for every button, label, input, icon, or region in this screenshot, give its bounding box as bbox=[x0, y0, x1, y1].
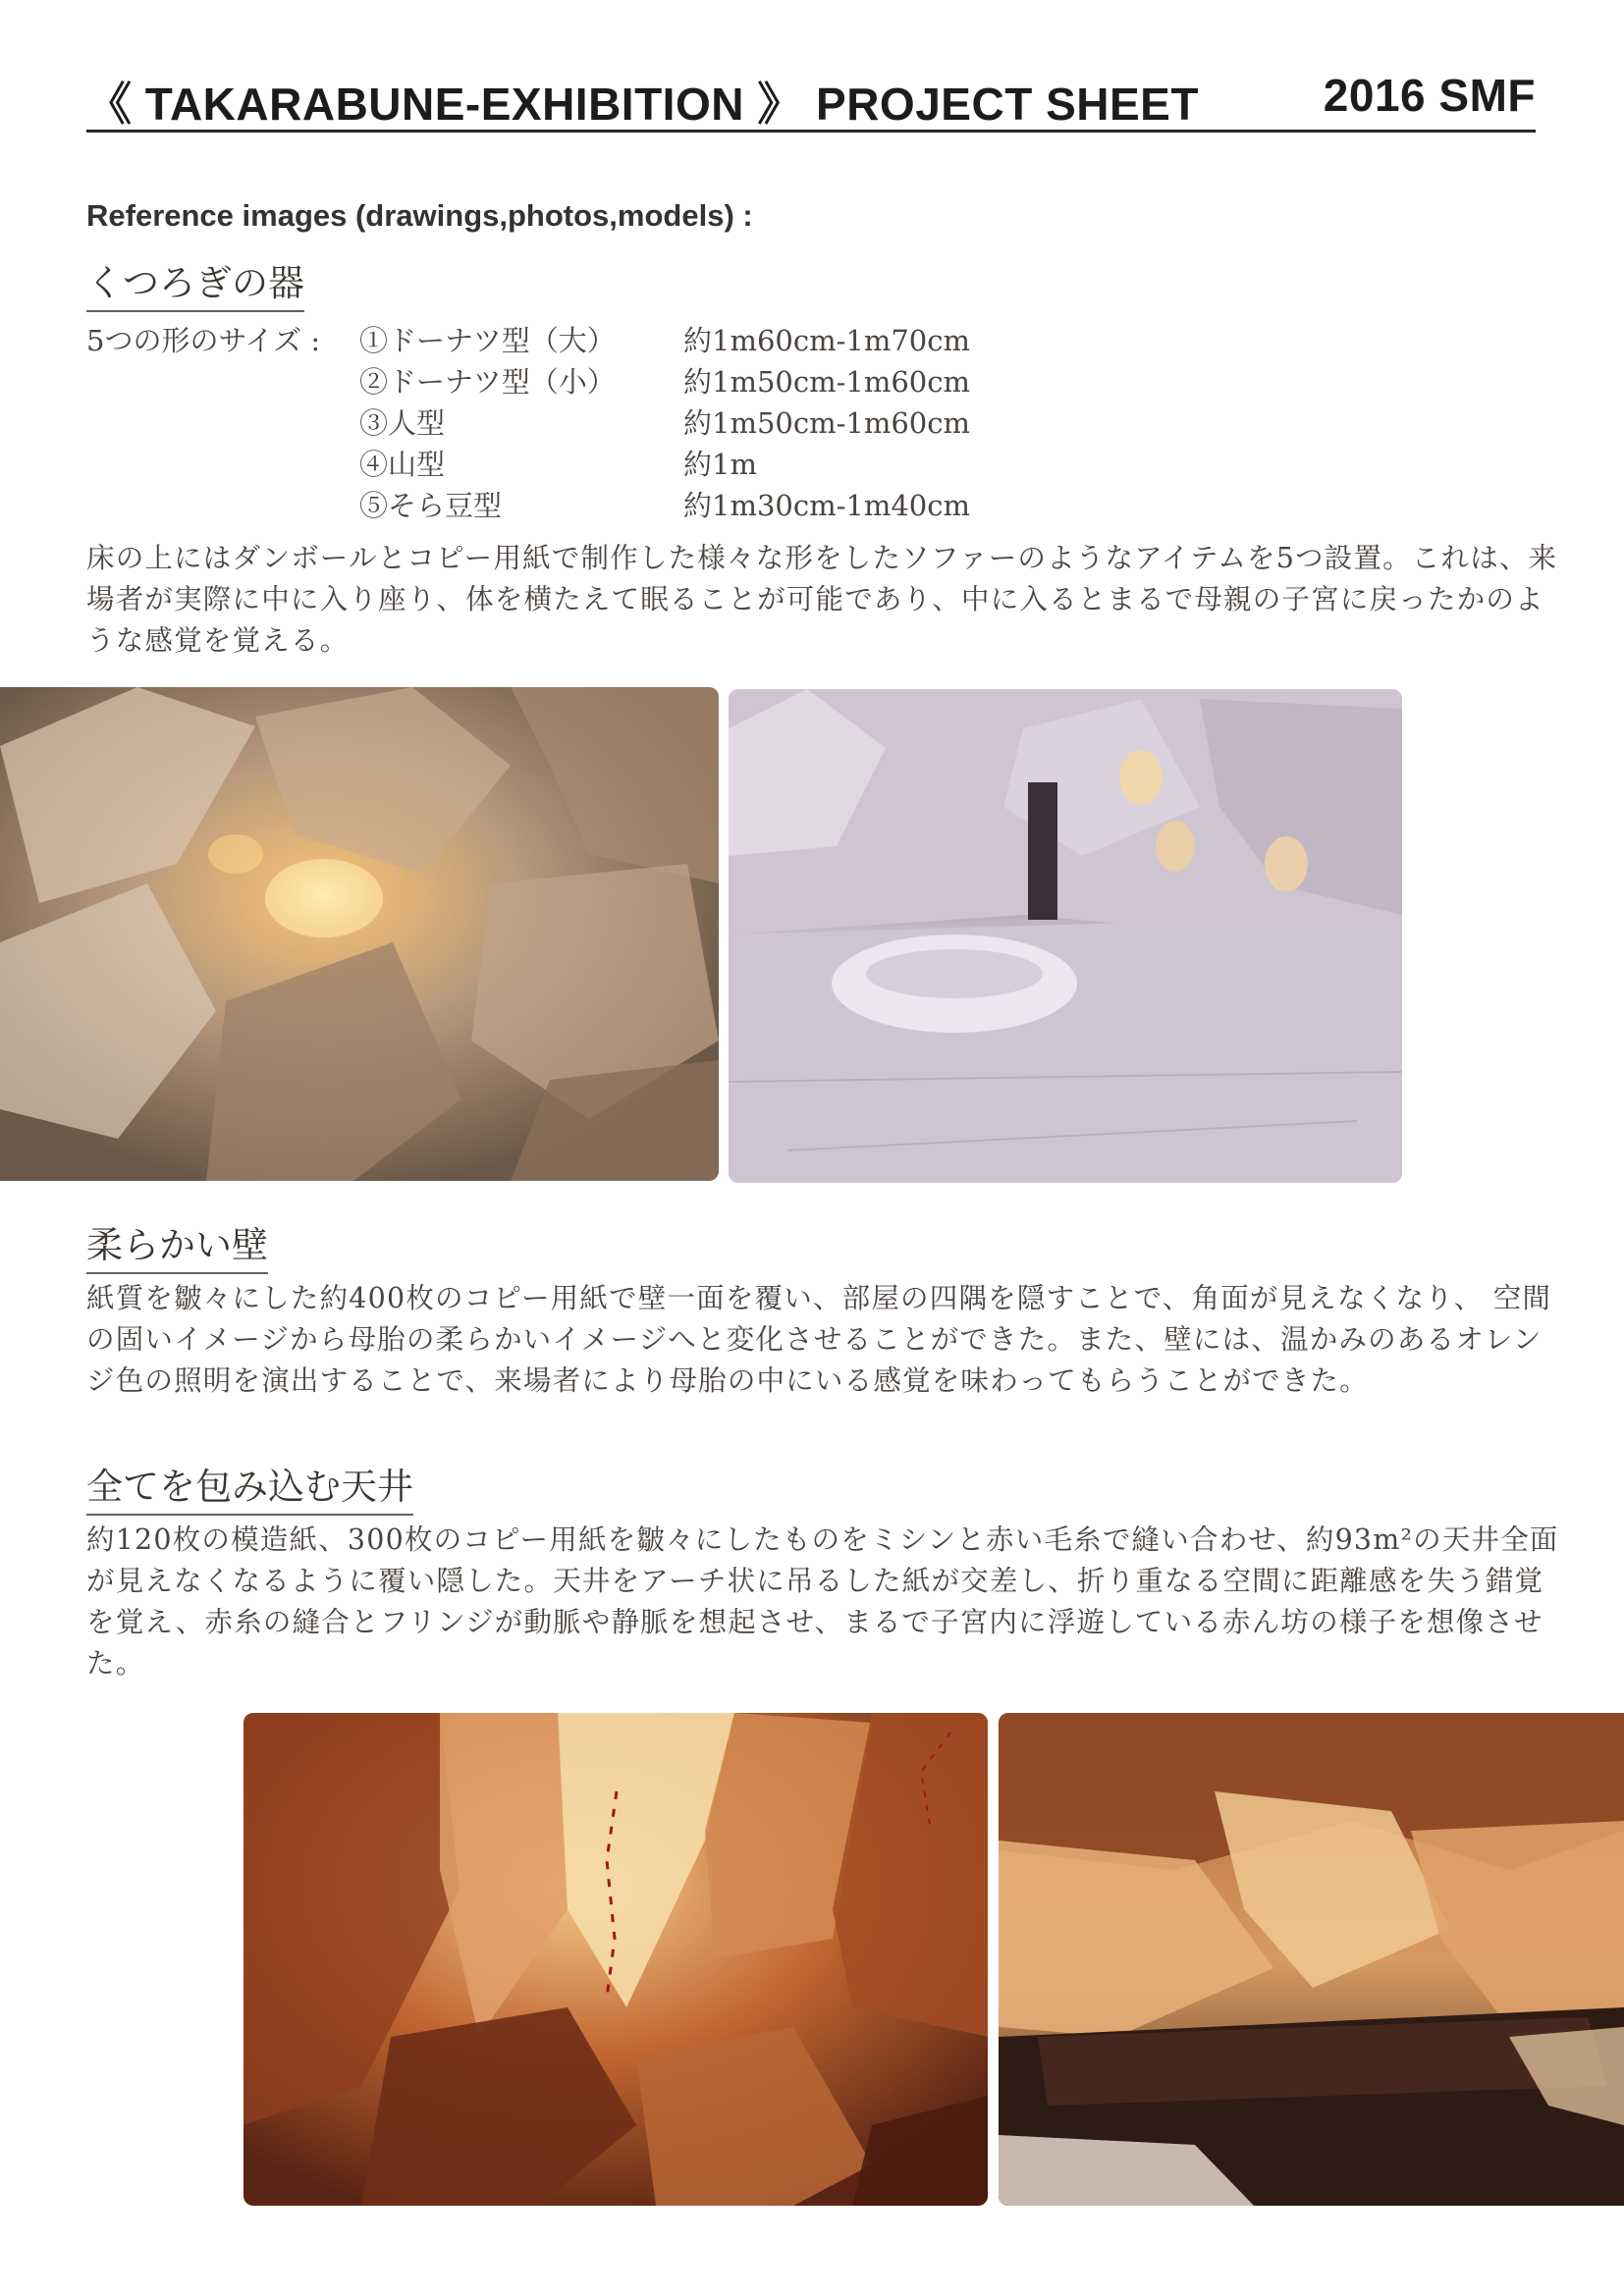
photo-ceiling-below-image bbox=[999, 1713, 1624, 2206]
section-title-soft-wall: 柔らかい壁 bbox=[86, 1215, 268, 1274]
sheet-title: 《 TAKARABUNE-EXHIBITION 》 PROJECT SHEET bbox=[86, 79, 1199, 130]
section1-description: 床の上にはダンボールとコピー用紙で制作した様々な形をしたソファーのようなアイテムを5つ設置。これは、来場者が実際に中に入り座り、体を横たえて眠ることが可能であり、中に入るとまるで母親の子宮に戻ったかのような感覚を覚える。 bbox=[86, 542, 1558, 657]
photo-paper-wall-light bbox=[0, 687, 719, 1181]
photo-ceiling-below bbox=[999, 1713, 1624, 2206]
photo-orange-ceiling-image bbox=[244, 1713, 988, 2206]
photo-white-room-sofa bbox=[729, 689, 1402, 1183]
section-title-kutsurogi: くつろぎの器 bbox=[86, 253, 304, 312]
reference-images-label: Reference images (drawings,photos,models) : bbox=[86, 198, 753, 233]
section-title-ceiling: 全てを包み込む天井 bbox=[86, 1457, 413, 1516]
shape-size: 約1m bbox=[683, 448, 757, 481]
page-header bbox=[86, 69, 1536, 133]
shape-size: 約1m50cm-1m60cm bbox=[683, 406, 970, 440]
shape-size: 約1m50cm-1m60cm bbox=[683, 365, 970, 399]
photo-paper-wall-light-image bbox=[0, 687, 719, 1181]
photo-white-room-sofa-image bbox=[729, 689, 1402, 1183]
shape-name: ②ドーナツ型（小） bbox=[359, 365, 616, 399]
shape-size: 約1m30cm-1m40cm bbox=[683, 489, 970, 522]
shape-name: ①ドーナツ型（大） bbox=[359, 324, 616, 357]
sizes-intro: 5つの形のサイズ : bbox=[86, 324, 321, 357]
sheet-year: 2016 SMF bbox=[1323, 70, 1536, 121]
section3-description: 約120枚の模造紙、300枚のコピー用紙を皺々にしたものをミシンと赤い毛糸で縫い合わせ、約93m²の天井全面が見えなくなるように覆い隠した。天井をアーチ状に吊るした紙が交差し、折り重なる空間に距離感を失う錯覚を覚え、赤糸の縫合とフリンジが動脈や静脈を想起させ、まるで子宮内に浮遊している赤ん坊の様子を想像させた。 bbox=[86, 1523, 1559, 1680]
shape-name: ③人型 bbox=[359, 406, 446, 440]
shape-name: ④山型 bbox=[359, 448, 446, 481]
shape-size: 約1m60cm-1m70cm bbox=[683, 324, 970, 357]
shape-name: ⑤そら豆型 bbox=[359, 489, 503, 522]
photo-orange-ceiling bbox=[244, 1713, 988, 2206]
section2-description: 紙質を皺々にした約400枚のコピー用紙で壁一面を覆い、部屋の四隅を隠すことで、角面が見えなくなり、 空間の固いイメージから母胎の柔らかいイメージへと変化させることができた。また、壁には、温かみのあるオレンジ色の照明を演出することで、来場者により母胎の中にいる感覚を味わってもらうことができた。 bbox=[86, 1282, 1552, 1397]
